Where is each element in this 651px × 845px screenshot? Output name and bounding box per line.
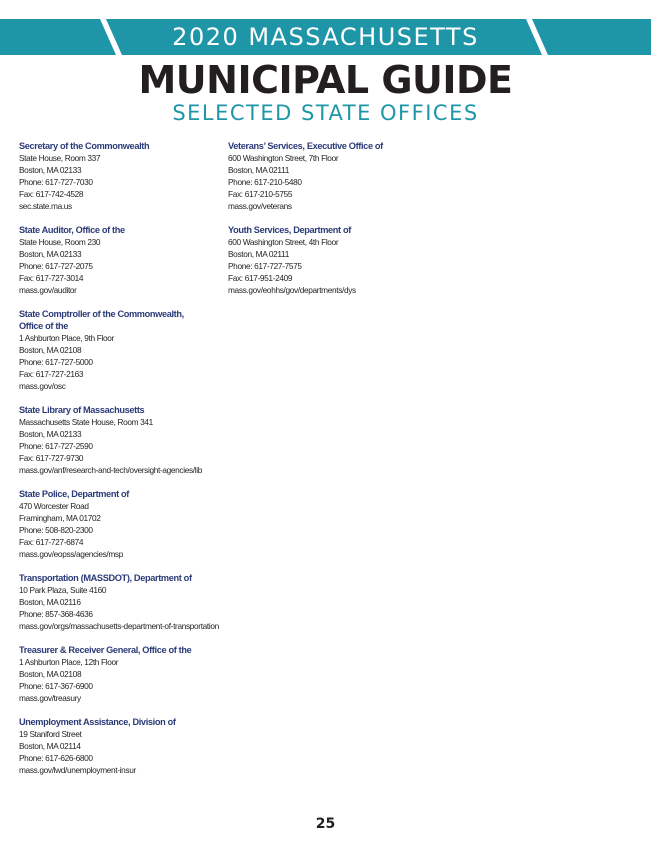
office-website[interactable]: mass.gov/eohhs/gov/departments/dys <box>228 285 356 295</box>
office-address: 10 Park Plaza, Suite 4160 <box>19 585 107 595</box>
banner-title: 2020 MASSACHUSETTS <box>172 23 479 51</box>
office-city: Boston, MA 02111 <box>228 165 289 175</box>
office-city: Framingham, MA 01702 <box>19 513 101 523</box>
office-city: Boston, MA 02116 <box>19 597 81 607</box>
office-fax: Fax: 617-951-2409 <box>228 273 293 283</box>
office-city: Boston, MA 02108 <box>19 669 82 679</box>
office-website[interactable]: mass.gov/eopss/agencies/msp <box>19 549 123 559</box>
office-name: State Library of Massachusetts <box>19 405 145 415</box>
office-website[interactable]: mass.gov/lwd/unemployment-insur <box>19 765 136 775</box>
office-city: Boston, MA 02133 <box>19 249 82 259</box>
office-entry <box>19 404 219 476</box>
office-entry <box>19 308 219 392</box>
office-address: 600 Washington Street, 7th Floor <box>228 153 339 163</box>
office-name: Veterans’ Services, Executive Office of <box>228 141 383 151</box>
office-entry <box>228 224 428 296</box>
office-website[interactable]: mass.gov/veterans <box>228 201 292 211</box>
office-fax: Fax: 617-727-6874 <box>19 537 84 547</box>
office-phone: Phone: 857-368-4636 <box>19 609 93 619</box>
office-phone: Phone: 617-727-5000 <box>19 357 93 367</box>
office-name: Transportation (MASSDOT), Department of <box>19 573 192 583</box>
office-city: Boston, MA 02108 <box>19 345 82 355</box>
office-address: 1 Ashburton Place, 9th Floor <box>19 333 114 343</box>
office-city: Boston, MA 02133 <box>19 165 82 175</box>
office-name: State Comptroller of the Commonwealth, Office of the <box>19 309 184 331</box>
office-address: 1 Ashburton Place, 12th Floor <box>19 657 119 667</box>
office-entry <box>19 572 219 632</box>
office-fax: Fax: 617-727-9730 <box>19 453 84 463</box>
page-number: 25 <box>315 816 336 832</box>
office-phone: Phone: 617-727-2075 <box>19 261 93 271</box>
office-address: 600 Washington Street, 4th Floor <box>228 237 339 247</box>
office-fax: Fax: 617-727-2163 <box>19 369 84 379</box>
right-column <box>228 140 428 308</box>
office-entry <box>19 644 219 704</box>
office-name: State Auditor, Office of the <box>19 225 125 235</box>
page-title: MUNICIPAL GUIDE <box>138 58 513 102</box>
left-column <box>19 140 219 788</box>
office-website[interactable]: mass.gov/auditor <box>19 285 77 295</box>
office-phone: Phone: 617-367-6900 <box>19 681 93 691</box>
office-name: State Police, Department of <box>19 489 130 499</box>
office-website[interactable]: mass.gov/anf/research-and-tech/oversight-agencies/lib <box>19 465 202 475</box>
office-fax: Fax: 617-742-4528 <box>19 189 84 199</box>
office-address: 470 Worcester Road <box>19 501 89 511</box>
office-website[interactable]: mass.gov/treasury <box>19 693 81 703</box>
office-address: Massachusetts State House, Room 341 <box>19 417 153 427</box>
office-entry <box>19 224 219 296</box>
office-name: Treasurer & Receiver General, Office of the <box>19 645 192 655</box>
office-phone: Phone: 617-626-6800 <box>19 753 93 763</box>
office-phone: Phone: 508-820-2300 <box>19 525 93 535</box>
office-website[interactable]: mass.gov/osc <box>19 381 66 391</box>
page-subtitle: SELECTED STATE OFFICES <box>172 101 479 125</box>
office-name: Youth Services, Department of <box>228 225 351 235</box>
office-website[interactable]: sec.state.ma.us <box>19 201 72 211</box>
office-name: Unemployment Assistance, Division of <box>19 717 176 727</box>
office-phone: Phone: 617-210-5480 <box>228 177 302 187</box>
office-address: State House, Room 230 <box>19 237 101 247</box>
office-entry <box>228 140 428 212</box>
office-entry <box>19 140 219 212</box>
office-entry <box>19 488 219 560</box>
header-banner <box>0 19 651 55</box>
office-website[interactable]: mass.gov/orgs/massachusetts-department-of-transportation <box>19 621 219 631</box>
office-city: Boston, MA 02111 <box>228 249 289 259</box>
office-address: State House, Room 337 <box>19 153 101 163</box>
office-address: 19 Staniford Street <box>19 729 82 739</box>
office-fax: Fax: 617-727-3014 <box>19 273 84 283</box>
office-city: Boston, MA 02114 <box>19 741 81 751</box>
office-phone: Phone: 617-727-7575 <box>228 261 302 271</box>
office-fax: Fax: 617-210-5755 <box>228 189 293 199</box>
office-phone: Phone: 617-727-7030 <box>19 177 93 187</box>
office-city: Boston, MA 02133 <box>19 429 82 439</box>
office-name: Secretary of the Commonwealth <box>19 141 150 151</box>
office-entry <box>19 716 219 776</box>
office-phone: Phone: 617-727-2590 <box>19 441 93 451</box>
